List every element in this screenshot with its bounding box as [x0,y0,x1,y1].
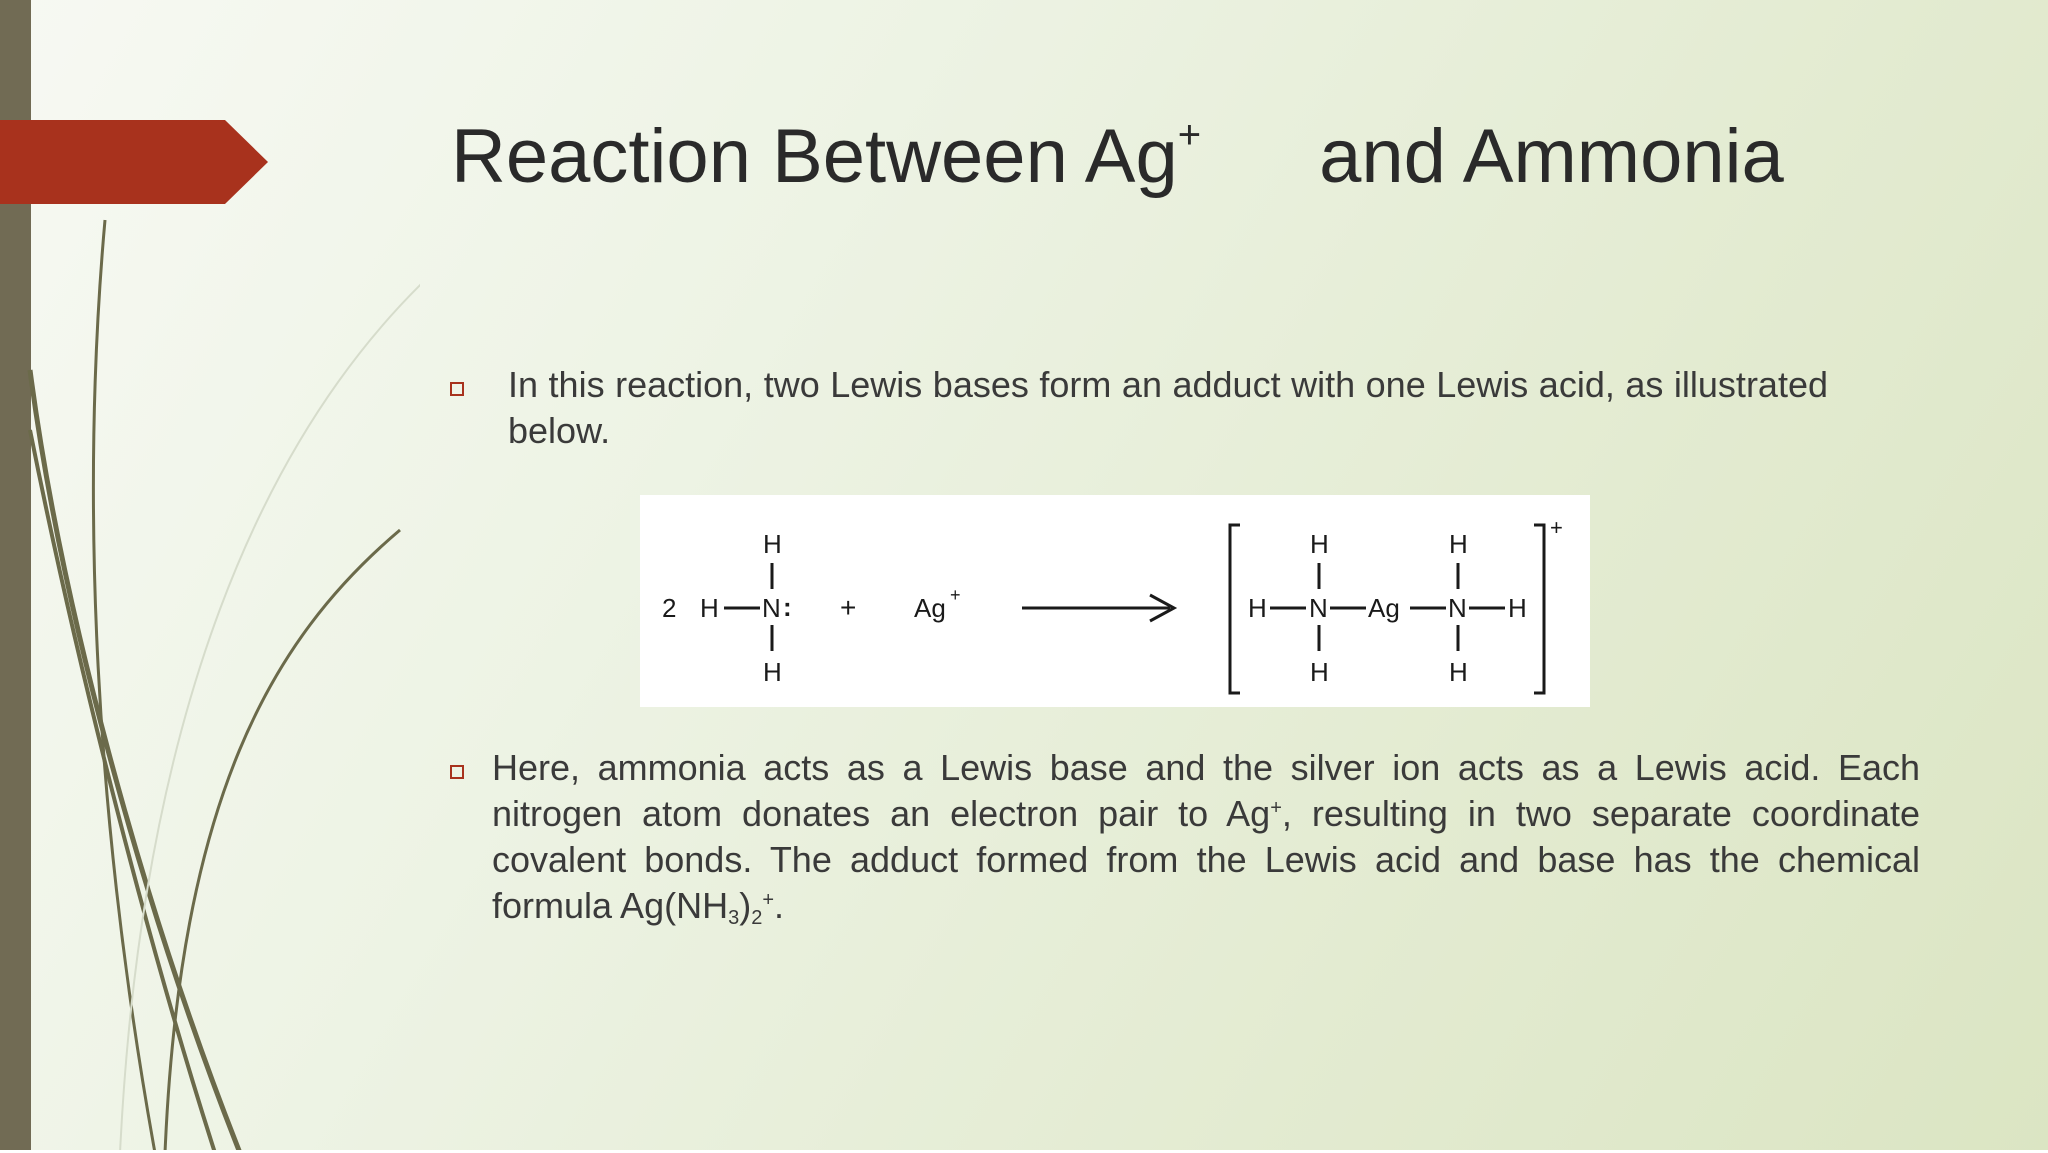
product-h-right: H [1508,593,1527,623]
product-n-right: N [1448,593,1467,623]
bullet-2-part-a: Here, ammonia acts as a Lewis base and the silver ion acts as a Lewis acid. Each nitrogen atom donates an electron pair to Ag [492,747,1920,834]
title-part1: Reaction Between Ag [451,114,1178,199]
product-n-left: N [1309,593,1328,623]
bullet-2-part-d: . [774,885,785,926]
eq-silver-ion: Ag [914,593,946,623]
bullet-2-sup-a: + [1270,797,1282,819]
eq-h-bottom: H [763,657,782,687]
product-h-top-left: H [1310,529,1329,559]
bullet-2-sub-3: 3 [728,907,740,929]
title-part2: and Ammonia [1319,114,1784,199]
bullet-2-sub-2: 2 [751,907,763,929]
product-h-left: H [1248,593,1267,623]
product-h-top-right: H [1449,529,1468,559]
eq-lone-pair: : [783,592,792,622]
right-bracket [1534,525,1544,693]
eq-h-top: H [763,529,782,559]
bullet-square-icon [450,382,464,396]
bullet-text-2 [492,745,1920,929]
slide-title [451,112,1851,202]
eq-coefficient: 2 [662,593,677,623]
eq-silver-charge: + [950,585,961,605]
bullet-2-part-b: , resulting in two separate coordinate covalent bonds. The adduct formed from the Lewis acid and base has the chemical formula Ag(NH [492,793,1921,926]
bullet-2-sup-b: + [762,889,775,911]
left-bracket [1230,525,1240,693]
product-h-bottom-left: H [1310,657,1329,687]
title-arrow-icon [0,118,270,206]
title-superscript: + [1177,113,1202,157]
product-ag: Ag [1368,593,1400,623]
bullet-text-1: In this reaction, two Lewis bases form an adduct with one Lewis acid, as illustrated below. [508,364,1828,451]
product-h-bottom-right: H [1449,657,1468,687]
reaction-equation-image [640,495,1590,707]
bullet-square-icon [450,765,464,779]
eq-plus: + [840,592,857,623]
bullet-2-part-c: ) [739,885,752,926]
complex-charge: + [1550,515,1563,540]
eq-nitrogen: N [762,593,781,623]
eq-h-left: H [700,593,719,623]
